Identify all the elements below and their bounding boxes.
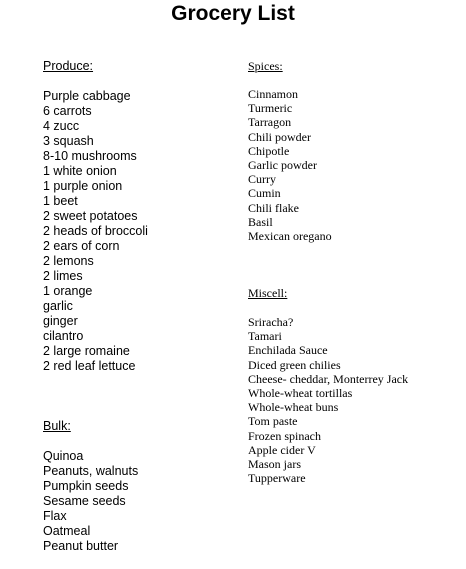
spices-section [248,59,332,243]
list-item: Basil [248,214,273,229]
list-item: Chili powder [248,129,311,144]
list-item: Mexican oregano [248,229,332,244]
list-item: Tamari [248,329,282,344]
list-item: Tarragon [248,115,292,130]
list-item: cilantro [43,329,84,343]
spices-list [248,87,332,243]
list-item: 6 carrots [43,104,92,118]
list-item: Peanut butter [43,539,119,553]
list-item: Quinoa [43,449,84,463]
list-item: 2 ears of corn [43,239,120,253]
list-item: 1 beet [43,194,78,208]
list-item: garlic [43,299,73,313]
list-item: Curry [248,172,276,187]
miscell-list [248,315,408,485]
list-item: Chipotle [248,143,290,158]
list-item: 1 white onion [43,164,117,178]
list-item: Diced green chilies [248,357,341,372]
produce-list [43,89,148,374]
list-item: Cumin [248,186,281,201]
list-item: Apple cider V [248,442,316,457]
list-item: 1 orange [43,284,93,298]
list-item: 2 heads of broccoli [43,224,148,238]
list-item: Pumpkin seeds [43,479,129,493]
list-item: Peanuts, walnuts [43,464,139,478]
list-item: Oatmeal [43,524,91,538]
list-item: Chili flake [248,200,299,215]
bulk-heading: Bulk: [43,419,71,433]
spices-heading: Spices: [248,59,283,73]
bulk-section [43,419,138,554]
list-item: 8-10 mushrooms [43,149,137,163]
miscell-heading: Miscell: [248,286,288,300]
list-item: 2 lemons [43,254,94,268]
list-item: Tupperware [248,471,306,486]
list-item: 2 red leaf lettuce [43,359,136,373]
list-item: Sesame seeds [43,494,126,508]
list-item: Whole-wheat tortillas [248,386,353,401]
page-title: Grocery List [171,2,295,25]
list-item: Sriracha? [248,315,294,329]
list-item: Garlic powder [248,158,317,173]
list-item: 2 sweet potatoes [43,209,138,223]
list-item: Mason jars [248,457,301,472]
list-item: Purple cabbage [43,89,131,103]
list-item: Whole-wheat buns [248,400,339,415]
list-item: Frozen spinach [248,428,321,443]
produce-section [43,59,148,374]
bulk-list [43,449,138,554]
miscell-section [248,286,408,485]
list-item: Cheese- cheddar, Monterrey Jack [248,371,409,386]
list-item: 2 limes [43,269,83,283]
list-item: 3 squash [43,134,94,148]
list-item: 4 zucc [43,119,80,133]
list-item: Flax [43,509,67,523]
list-item: ginger [43,314,78,328]
list-item: Turmeric [248,101,293,116]
produce-heading: Produce: [43,59,94,73]
list-item: Enchilada Sauce [248,343,328,358]
list-item: Cinnamon [248,87,298,101]
list-item: 1 purple onion [43,179,123,193]
list-item: Tom paste [248,414,298,429]
list-item: 2 large romaine [43,344,130,358]
